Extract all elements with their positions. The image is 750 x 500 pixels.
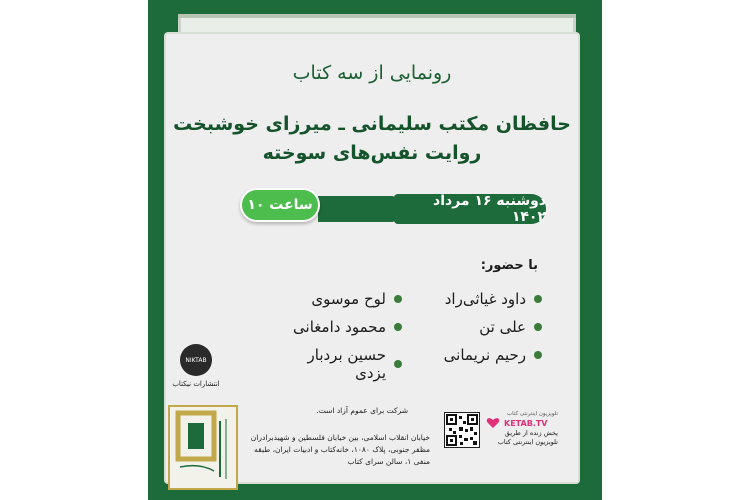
book-titles-line-2: روایت نفس‌های سوخته	[262, 142, 482, 164]
attendance-note: شرکت برای عموم آزاد است.	[316, 406, 408, 415]
book-house-logo	[168, 405, 238, 490]
bullet-icon	[534, 351, 542, 359]
guest-name: لوح موسوی	[311, 290, 386, 308]
qr-code[interactable]	[444, 412, 480, 448]
publisher-logo	[180, 344, 212, 376]
publisher-name: انتشارات نیکتاب	[172, 380, 220, 388]
time-badge: ساعت ۱۰	[240, 188, 320, 222]
guest-name: محمود دامغانی	[293, 318, 386, 336]
ketab-tv-stream[interactable]	[486, 411, 558, 447]
guest-item	[432, 346, 542, 364]
date-badge: دوشنبه ۱۶ مرداد ۱۴۰۲	[394, 194, 546, 224]
bullet-icon	[394, 360, 402, 368]
headline: رونمایی از سه کتاب	[292, 62, 452, 84]
guest-item	[432, 290, 542, 308]
heart-icon	[486, 417, 500, 429]
guest-item	[432, 318, 542, 336]
book-titles-line-1: حافظان مکتب سلیمانی ـ میرزای خوشبخت	[173, 113, 571, 135]
guest-name: رحیم نریمانی	[443, 346, 526, 364]
guest-item	[272, 318, 402, 336]
event-poster	[148, 0, 602, 500]
bullet-icon	[394, 295, 402, 303]
stream-brand: KETAB.TV	[504, 418, 548, 428]
presence-label: با حضور:	[480, 258, 538, 273]
time-connector	[318, 196, 396, 222]
guest-name: داود غیاثی‌راد	[444, 290, 526, 308]
event-address: خیابان انقلاب اسلامی، بین خیابان فلسطین و شهیدبرادران مظفر جنوبی، پلاک ۱۰۸۰، خانه‌کتاب و ادبیات ایران، طبقه منفی ۱، سالن سرای کتاب	[250, 433, 430, 466]
publisher-logo-text: NIKTAB	[185, 356, 207, 364]
book-edge	[178, 14, 576, 18]
guest-item	[272, 346, 402, 382]
stream-tiny-label: تلویزیون اینترنتی کتاب	[507, 411, 558, 417]
stream-caption: پخش زنده از طریق تلویزیون اینترنتی کتاب	[497, 429, 558, 446]
qr-code-icon	[445, 413, 479, 447]
book-house-emblem-icon	[170, 407, 236, 488]
bullet-icon	[534, 295, 542, 303]
guest-name: علی تن	[479, 318, 526, 336]
bullet-icon	[534, 323, 542, 331]
guest-item	[272, 290, 402, 308]
guest-name: حسین بردبار یزدی	[307, 346, 386, 382]
bullet-icon	[394, 323, 402, 331]
